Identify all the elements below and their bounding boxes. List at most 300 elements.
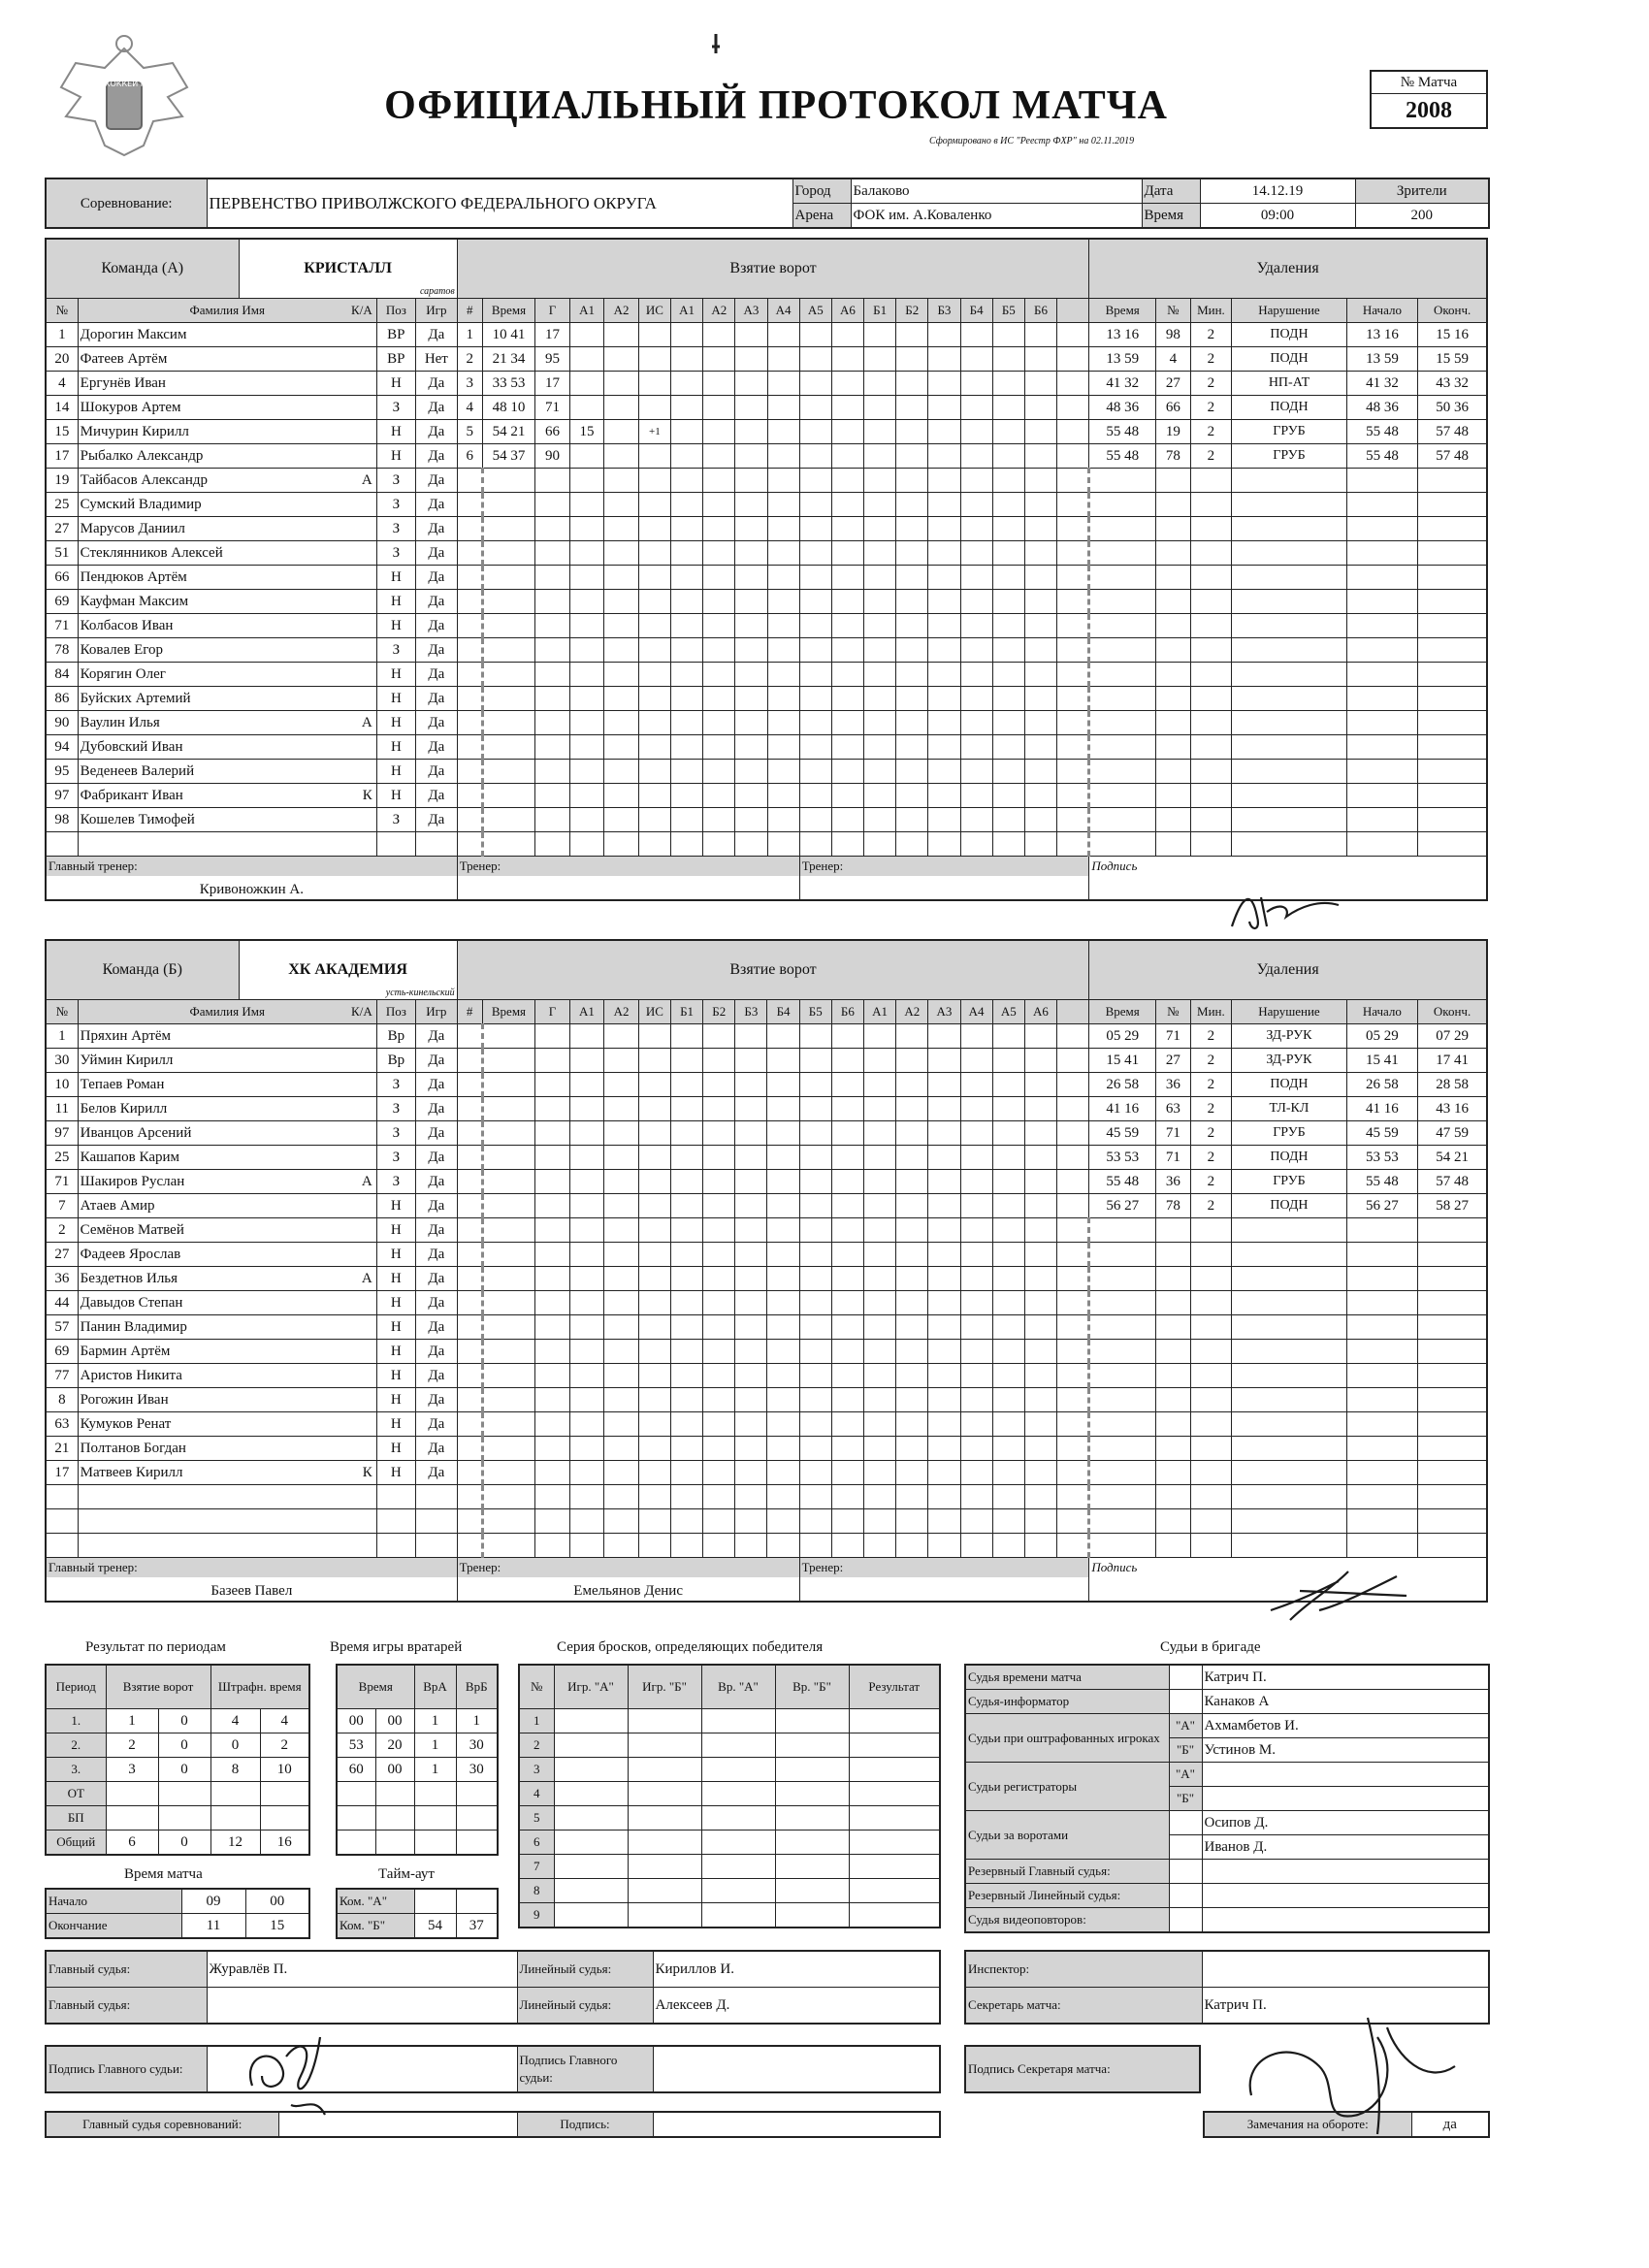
empty-cell: [604, 614, 639, 638]
empty-cell: [375, 1831, 414, 1856]
player-row: [46, 711, 1487, 735]
strength-cell: [1057, 1097, 1089, 1121]
scan-mark: [706, 29, 726, 58]
player-name: Фабрикант Иван: [80, 788, 183, 803]
player-played: Да: [415, 1049, 457, 1073]
player-row: [46, 396, 1487, 420]
strength-cell: [671, 735, 703, 760]
strength-cell: [1024, 444, 1056, 469]
strength-cell: [767, 1170, 799, 1194]
empty-cell: [482, 1073, 535, 1097]
player-name-cell: [78, 760, 376, 784]
empty-cell: [1089, 614, 1156, 638]
empty-cell: [604, 1412, 639, 1437]
empty-cell: [535, 638, 570, 663]
empty-cell: [1089, 541, 1156, 566]
official-role: Судья времени матча: [965, 1665, 1169, 1690]
empty-cell: [849, 1709, 940, 1733]
shootout-row: [519, 1806, 940, 1831]
strength-cell: [864, 372, 896, 396]
official-name: [1202, 1884, 1489, 1908]
pen-col-3: Нарушение: [1232, 1000, 1346, 1024]
main-referee-2-label: Главный судья:: [46, 1988, 207, 2025]
player-played: Да: [415, 1024, 457, 1049]
strength-cell: [703, 517, 735, 541]
empty-cell: [535, 808, 570, 832]
strength-cell: [799, 760, 831, 784]
penalty-end-ss: 21: [1453, 1150, 1469, 1165]
strength-cell: [864, 832, 896, 857]
empty-cell: [554, 1903, 628, 1928]
strength-cell: [1024, 711, 1056, 735]
penalty-start-ss: 16: [1383, 1101, 1399, 1117]
strength-cell: [703, 590, 735, 614]
goal-col-1: Время: [482, 299, 534, 323]
shootout-col-5: Результат: [849, 1665, 940, 1709]
empty-cell: [1156, 469, 1191, 493]
penalty-end-mm: 54: [1436, 1150, 1451, 1165]
player-row: [46, 469, 1487, 493]
empty-cell: [1232, 566, 1346, 590]
strength-cell: [1024, 469, 1056, 493]
goal-col-4: А2: [604, 299, 639, 323]
period-row: [46, 1758, 309, 1782]
strength-cell: [992, 760, 1024, 784]
strength-cell: [735, 541, 767, 566]
penalty-end: [1418, 420, 1487, 444]
empty-cell: [1418, 1461, 1487, 1485]
empty-cell: [638, 1388, 670, 1412]
player-name-cell: [78, 1267, 376, 1291]
strength-cell: [799, 832, 831, 857]
strength-cell: [703, 1073, 735, 1097]
player-row: [46, 638, 1487, 663]
pen-col-3: Нарушение: [1232, 299, 1346, 323]
strength-col-5: Б6: [831, 1000, 863, 1024]
strength-cell: [735, 1412, 767, 1437]
penalty-time: [1089, 1049, 1156, 1073]
empty-cell: [1190, 1243, 1232, 1267]
empty-cell: [604, 832, 639, 857]
strength-cell: [703, 493, 735, 517]
empty-cell: [569, 566, 604, 590]
strength-cell: [928, 1461, 960, 1485]
penalty-end-ss: 48: [1453, 448, 1469, 464]
player-name: Шокуров Артем: [80, 400, 181, 415]
strength-cell: [703, 1291, 735, 1315]
timeout-table: [336, 1888, 499, 1939]
empty-cell: [1418, 1485, 1487, 1509]
empty-cell: [1156, 517, 1191, 541]
strength-cell: [670, 1534, 702, 1558]
strength-col-9: А4: [960, 1000, 992, 1024]
empty-cell: [337, 1831, 375, 1856]
strength-cell: [864, 323, 896, 347]
penalty-start: [1346, 1194, 1417, 1218]
player-name-cell: [78, 372, 376, 396]
strength-cell: [831, 687, 863, 711]
player-name-cell: [78, 1218, 376, 1243]
player-number: 21: [46, 1437, 78, 1461]
goal-time-ss: 41: [510, 327, 526, 342]
match-start-mm: 00: [245, 1889, 309, 1914]
strength-cell: [1057, 1243, 1089, 1267]
strength-cell: [1057, 493, 1089, 517]
penalty-start-ss: 58: [1383, 1077, 1399, 1092]
empty-cell: [1346, 590, 1417, 614]
shootout-table: [518, 1664, 941, 1928]
empty-cell: [701, 1806, 775, 1831]
empty-cell: [604, 1364, 639, 1388]
penalty-start: [1346, 372, 1417, 396]
penalty-start-ss: 53: [1383, 1150, 1399, 1165]
period-col-2: Штрафн. время: [210, 1665, 309, 1709]
empty-cell: [638, 711, 670, 735]
official-team: "Б": [1169, 1787, 1202, 1811]
spectators-label: Зрители: [1355, 178, 1489, 204]
strength-cell: [767, 760, 799, 784]
strength-cell: [928, 1097, 960, 1121]
team-b-section: [45, 939, 1488, 1603]
empty-cell: [569, 1388, 604, 1412]
goalie-value: 53: [337, 1733, 375, 1758]
strength-col-6: Б1: [864, 299, 896, 323]
empty-cell: [604, 1097, 639, 1121]
strength-cell: [1024, 784, 1056, 808]
strength-cell: [896, 1461, 928, 1485]
goal-time: [482, 347, 534, 372]
player-number: 77: [46, 1364, 78, 1388]
player-position: Н: [376, 444, 415, 469]
penalty-time-mm: 13: [1106, 351, 1121, 367]
strength-cell: [767, 711, 799, 735]
strength-cell: [864, 517, 896, 541]
strength-cell: [767, 517, 799, 541]
main-referee-1-label: Главный судья:: [46, 1951, 207, 1988]
player-played: Да: [416, 469, 458, 493]
strength-cell: [864, 663, 896, 687]
strength-cell: [928, 1509, 960, 1534]
empty-cell: [457, 784, 482, 808]
penalty-end-mm: 17: [1436, 1053, 1451, 1068]
strength-cell: [960, 687, 992, 711]
penalty-end-ss: 29: [1453, 1028, 1469, 1044]
goals-section-header: Взятие ворот: [457, 940, 1089, 1000]
player-name-cell: [78, 469, 376, 493]
penalty-time-ss: 48: [1124, 448, 1140, 464]
empty-cell: [1190, 590, 1232, 614]
strength-cell: [1024, 1485, 1056, 1509]
strength-cell: [831, 711, 863, 735]
player-name-cell: [78, 396, 376, 420]
empty-cell: [569, 1073, 604, 1097]
empty-cell: [604, 1146, 639, 1170]
penalty-end: [1418, 372, 1487, 396]
strength-cell: [928, 1412, 960, 1437]
goal-scorer: 66: [535, 420, 570, 444]
period-value: 2: [260, 1733, 309, 1758]
player-row: [46, 1024, 1487, 1049]
team-b-city: усть-кинельский: [385, 988, 455, 998]
empty-cell: [1232, 735, 1346, 760]
strength-cell: [864, 687, 896, 711]
penalty-start-ss: 32: [1383, 375, 1399, 391]
empty-cell: [775, 1855, 849, 1879]
strength-cell: [864, 1461, 896, 1485]
penalty-time-mm: 55: [1106, 448, 1121, 464]
penalty-end: [1418, 1049, 1487, 1073]
goalie-value: 00: [375, 1709, 414, 1733]
player-name-cell: [78, 1097, 376, 1121]
goal-number: 1: [457, 323, 482, 347]
empty-cell: [1232, 663, 1346, 687]
match-end-hh: 11: [181, 1914, 245, 1939]
empty-cell: [569, 469, 604, 493]
empty-cell: [535, 1170, 570, 1194]
player-number: 20: [46, 347, 78, 372]
strength-cell: [831, 1340, 863, 1364]
goal-time-mm: 54: [492, 424, 507, 439]
player-name: Буйских Артемий: [80, 691, 191, 706]
empty-cell: [638, 760, 670, 784]
goal-number: 2: [457, 347, 482, 372]
empty-cell: [1089, 1534, 1156, 1558]
empty-cell: [376, 1534, 415, 1558]
player-number: 84: [46, 663, 78, 687]
empty-cell: [1190, 1412, 1232, 1437]
strength-cell: [799, 1073, 831, 1097]
empty-cell: [1346, 493, 1417, 517]
player-name: Иванцов Арсений: [80, 1125, 192, 1141]
player-position: З: [376, 493, 415, 517]
official-team: [1169, 1690, 1202, 1714]
player-position: Н: [376, 1218, 415, 1243]
strength-cell: [1057, 1146, 1089, 1170]
strength-cell: [670, 1315, 702, 1340]
penalty-time-ss: 59: [1124, 351, 1140, 367]
empty-cell: [337, 1782, 375, 1806]
penalty-minutes: 2: [1190, 323, 1232, 347]
empty-cell: [482, 517, 534, 541]
empty-cell: [1190, 1534, 1232, 1558]
strength-cell: [928, 1267, 960, 1291]
strength-cell: [735, 1121, 767, 1146]
player-row: [46, 444, 1487, 469]
strength-cell: [799, 1024, 831, 1049]
player-row: [46, 1388, 1487, 1412]
empty-cell: [457, 517, 482, 541]
strength-cell: [992, 1412, 1024, 1437]
col-num: №: [46, 1000, 78, 1024]
player-row: [46, 1485, 1487, 1509]
penalty-player: 71: [1156, 1024, 1191, 1049]
empty-cell: [604, 1024, 639, 1049]
player-row: [46, 1315, 1487, 1340]
strength-cell: [864, 1315, 896, 1340]
document-subtitle: Сформировано в ИС "Реестр ФХР" на 02.11.2019: [929, 136, 1135, 146]
empty-cell: [849, 1903, 940, 1928]
empty-cell: [604, 663, 639, 687]
strength-cell: [992, 1024, 1024, 1049]
strength-cell: [960, 1437, 992, 1461]
strength-cell: [896, 735, 928, 760]
official-name: [1202, 1908, 1489, 1933]
empty-cell: [1232, 590, 1346, 614]
empty-cell: [628, 1733, 701, 1758]
empty-cell: [1232, 760, 1346, 784]
pen-col-2: Мин.: [1190, 299, 1232, 323]
strength-cell: [799, 493, 831, 517]
strength-cell: [735, 1146, 767, 1170]
pen-col-1: №: [1156, 1000, 1191, 1024]
strength-cell: [703, 1461, 735, 1485]
strength-cell: [799, 1388, 831, 1412]
timeout-title: Тайм-аут: [378, 1866, 435, 1882]
strength-cell: [799, 1437, 831, 1461]
empty-cell: [604, 808, 639, 832]
strength-cell: [831, 1267, 863, 1291]
empty-cell: [628, 1806, 701, 1831]
empty-cell: [457, 711, 482, 735]
empty-cell: [535, 1073, 570, 1097]
strength-cell: [1024, 1291, 1056, 1315]
goal-time-ss: 53: [510, 375, 526, 391]
strength-cell: [767, 1267, 799, 1291]
official-name: [1202, 1860, 1489, 1884]
strength-cell: [928, 493, 960, 517]
player-name-cell: [78, 1170, 376, 1194]
player-played: Да: [416, 663, 458, 687]
strength-cell: [735, 1388, 767, 1412]
period-value: [158, 1782, 210, 1806]
empty-cell: [482, 541, 534, 566]
player-name: Матвеев Кирилл: [80, 1465, 183, 1480]
player-number: 71: [46, 1170, 78, 1194]
col-played: Игр: [416, 299, 458, 323]
penalty-minutes: 2: [1190, 347, 1232, 372]
player-position: Н: [376, 1461, 415, 1485]
strength-cell: [1024, 663, 1056, 687]
penalty-infraction: ПОДН: [1232, 1146, 1346, 1170]
strength-cell: [735, 372, 767, 396]
official-row: [965, 1665, 1489, 1690]
strength-cell: [864, 614, 896, 638]
empty-cell: [775, 1709, 849, 1733]
strength-cell: [928, 396, 960, 420]
player-played: Да: [416, 638, 458, 663]
line-referee-2: Алексеев Д.: [653, 1988, 940, 2025]
coach-2-cell: [799, 1558, 1089, 1603]
strength-cell: [831, 1146, 863, 1170]
player-position: Н: [376, 735, 415, 760]
empty-cell: [701, 1709, 775, 1733]
strength-cell: [1024, 323, 1056, 347]
strength-cell: [928, 614, 960, 638]
empty-cell: [638, 566, 670, 590]
penalty-infraction: ПОДН: [1232, 1073, 1346, 1097]
period-name: БП: [46, 1806, 106, 1831]
pen-col-0: Время: [1089, 1000, 1156, 1024]
empty-cell: [1232, 687, 1346, 711]
empty-cell: [569, 1315, 604, 1340]
strength-cell: [992, 566, 1024, 590]
secretary-signature: [964, 2045, 1201, 2093]
empty-cell: [604, 1388, 639, 1412]
strength-cell: [670, 1121, 702, 1146]
strength-cell: [992, 444, 1024, 469]
empty-cell: [535, 1364, 570, 1388]
penalty-time-ss: 16: [1124, 327, 1140, 342]
strength-cell: [831, 808, 863, 832]
signature-label: Подпись: [1091, 859, 1138, 873]
player-number: 95: [46, 760, 78, 784]
empty-cell: [535, 1388, 570, 1412]
player-name-cell: [78, 711, 376, 735]
empty-cell: [535, 1315, 570, 1340]
strength-cell: [896, 711, 928, 735]
strength-cell: [799, 1412, 831, 1437]
empty-cell: [569, 590, 604, 614]
empty-cell: [638, 1243, 670, 1267]
empty-cell: [535, 1121, 570, 1146]
strength-cell: [992, 1340, 1024, 1364]
player-played: Да: [416, 323, 458, 347]
empty-cell: [535, 1340, 570, 1364]
player-row: [46, 323, 1487, 347]
penalty-time: [1089, 372, 1156, 396]
empty-cell: [554, 1879, 628, 1903]
player-name: Семёнов Матвей: [80, 1222, 184, 1238]
empty-cell: [482, 1170, 535, 1194]
official-name: Осипов Д.: [1202, 1811, 1489, 1835]
empty-cell: [482, 1097, 535, 1121]
empty-cell: [414, 1782, 456, 1806]
strength-cell: [1057, 1170, 1089, 1194]
strength-cell: [864, 1194, 896, 1218]
empty-cell: [1190, 1437, 1232, 1461]
empty-cell: [638, 1073, 670, 1097]
strength-cell: [960, 517, 992, 541]
strength-cell: [928, 1437, 960, 1461]
empty-cell: [1089, 1412, 1156, 1437]
period-value: [260, 1782, 309, 1806]
strength-cell: [1024, 1146, 1056, 1170]
strength-cell: [767, 1364, 799, 1388]
empty-cell: [457, 590, 482, 614]
strength-cell: [799, 541, 831, 566]
empty-cell: [604, 638, 639, 663]
empty-cell: [535, 1194, 570, 1218]
penalty-start: [1346, 444, 1417, 469]
strength-cell: [928, 517, 960, 541]
empty-cell: [1156, 687, 1191, 711]
goalie-time-title: Время игры вратарей: [330, 1639, 463, 1655]
strength-cell: [703, 1534, 735, 1558]
strength-cell: [992, 1291, 1024, 1315]
penalty-time-mm: 55: [1106, 424, 1121, 439]
strength-cell: [1024, 517, 1056, 541]
player-position: Н: [376, 1243, 415, 1267]
player-row: [46, 493, 1487, 517]
strength-cell: [799, 687, 831, 711]
shootout-col-2: Игр. "Б": [628, 1665, 701, 1709]
empty-cell: [628, 1782, 701, 1806]
comp-referee-label: Главный судья соревнований:: [46, 2112, 278, 2137]
strength-cell: [864, 1437, 896, 1461]
goalie-col-0: Время: [337, 1665, 414, 1709]
empty-cell: [1089, 1485, 1156, 1509]
player-name: Рогожин Иван: [80, 1392, 169, 1408]
